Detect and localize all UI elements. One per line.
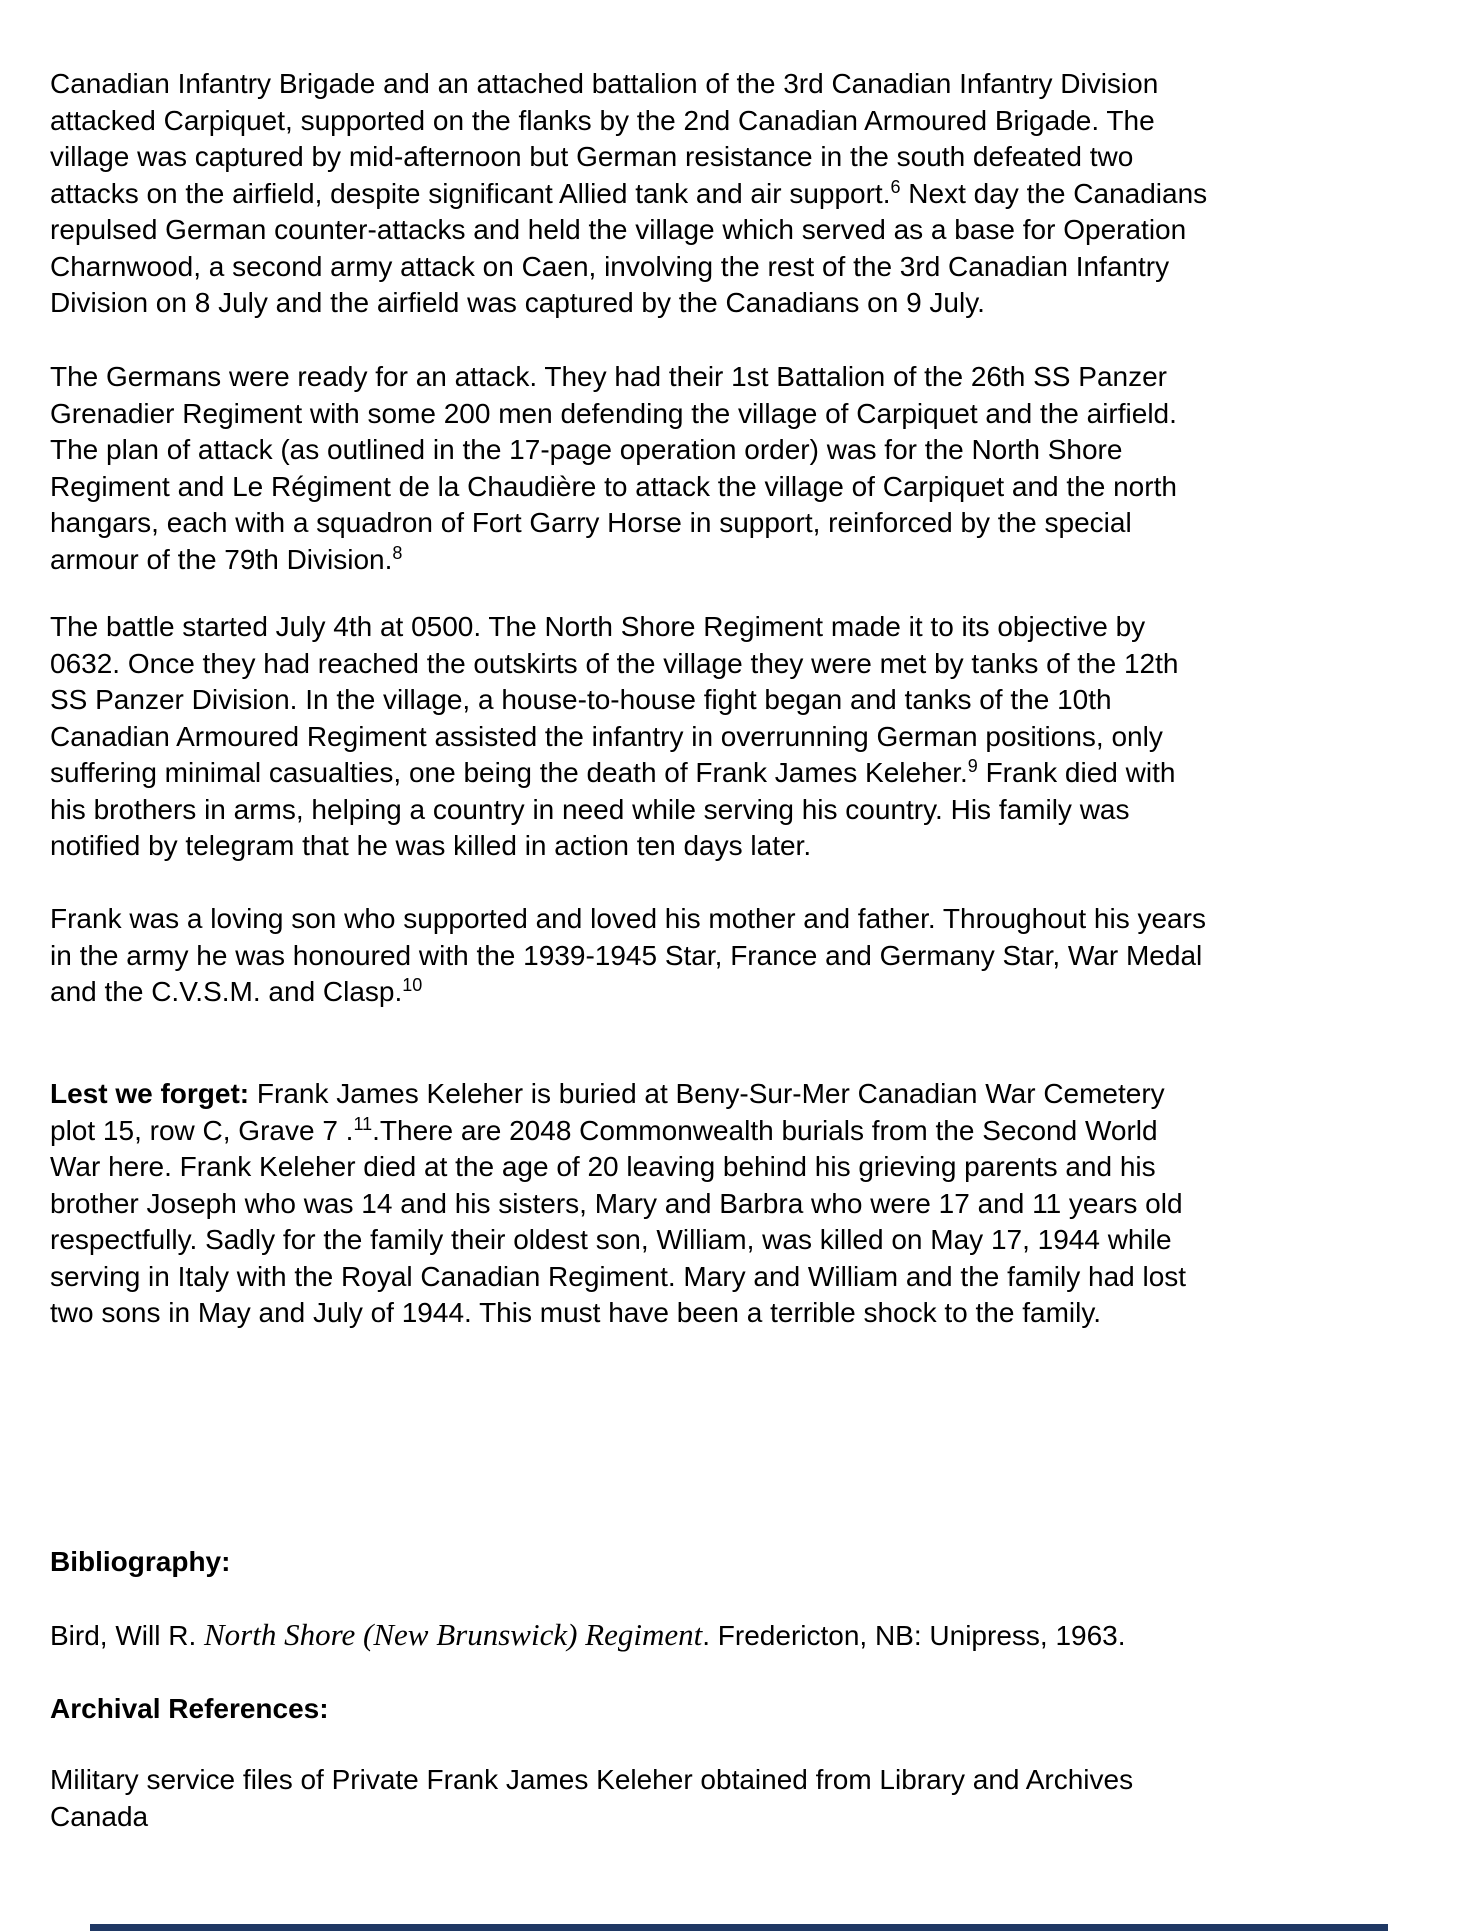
paragraph-german-defence bbox=[50, 359, 1177, 578]
text-line: Charnwood, a second army attack on Caen, involving the rest of the 3rd Canadian Infantry bbox=[50, 250, 1170, 282]
text-line: village was captured by mid-afternoon but German resistance in the south defeated two bbox=[50, 141, 1134, 172]
paragraph-carpiquet-attack bbox=[50, 66, 1207, 322]
text-line: hangars, each with a squadron of Fort Garry Horse in support, reinforced by the special bbox=[50, 507, 1132, 538]
text-line: Canadian Infantry Brigade and an attached battalion of the 3rd Canadian Infantry Division bbox=[50, 68, 1159, 99]
text-line: Division on 8 July and the airfield was captured by the Canadians on 9 July. bbox=[50, 287, 985, 318]
text-line: respectfully. Sadly for the family their oldest son, William, was killed on May 17, 1944 while bbox=[50, 1224, 1172, 1255]
text-line: Frank was a loving son who supported and loved his mother and father. Throughout his years bbox=[50, 903, 1206, 934]
text-line: Canada bbox=[50, 1800, 149, 1832]
clipped-bottom-bar bbox=[90, 1924, 1388, 1931]
text-line: 0632. Once they had reached the outskirts of the village they were met by tanks of the 12th bbox=[50, 647, 1179, 679]
text-line: The battle started July 4th at 0500. The North Shore Regiment made it to its objective by bbox=[50, 611, 1146, 642]
text-line: suffering minimal casualties, one being the death of Frank James Keleher.$^9$ Frank died with bbox=[50, 756, 1176, 788]
heading-archival-references bbox=[50, 1691, 329, 1728]
text-line: in the army he was honoured with the 1939-1945 Star, France and Germany Star, War Medal bbox=[50, 939, 1203, 971]
text-line: armour of the 79th Division.$^8$ bbox=[50, 542, 403, 575]
text-line: brother Joseph who was 14 and his sisters, Mary and Barbra who were 17 and 11 years old bbox=[50, 1187, 1183, 1219]
text-line: and the C.V.S.M. and Clasp.$^{10}$ bbox=[50, 975, 423, 1007]
text-line: two sons in May and July of 1944. This must have been a terrible shock to the family. bbox=[50, 1297, 1102, 1328]
text-line: Bird, Will R. North Shore (New Brunswick) Regiment. Fredericton, NB: Unipress, 1963. bbox=[50, 1617, 1126, 1652]
text-line: Grenadier Regiment with some 200 men defending the village of Carpiquet and the airfield. bbox=[50, 397, 1177, 429]
text-line: Bibliography: bbox=[50, 1546, 231, 1577]
text-line: The plan of attack (as outlined in the 17-page operation order) was for the North Shore bbox=[50, 434, 1123, 465]
text-line: Canadian Armoured Regiment assisted the infantry in overrunning German positions, only bbox=[50, 720, 1163, 752]
heading-bibliography bbox=[50, 1544, 230, 1581]
text-line: The Germans were ready for an attack. They had their 1st Battalion of the 26th SS Panzer bbox=[50, 361, 1167, 392]
text-line: Archival References: bbox=[50, 1693, 329, 1724]
text-line: notified by telegram that he was killed in action ten days later. bbox=[50, 830, 812, 861]
text-line: Lest we forget: Frank James Keleher is buried at Beny-Sur-Mer Canadian War Cemetery bbox=[50, 1078, 1165, 1109]
text-line: Military service files of Private Frank James Keleher obtained from Library and Archives bbox=[50, 1764, 1134, 1795]
paragraph-lest-we-forget bbox=[50, 1076, 1186, 1332]
text-line: War here. Frank Keleher died at the age of 20 leaving behind his grieving parents and his bbox=[50, 1151, 1156, 1182]
text-line: serving in Italy with the Royal Canadian Regiment. Mary and William and the family had lost bbox=[50, 1260, 1187, 1292]
paragraph-battle-start bbox=[50, 609, 1178, 865]
text-line: repulsed German counter-attacks and held the village which served as a base for Operation bbox=[50, 214, 1187, 245]
archival-entry bbox=[50, 1762, 1133, 1835]
bibliography-entry bbox=[50, 1617, 1126, 1654]
text-line: plot 15, row C, Grave 7 .$^{11}$.There are 2048 Commonwealth burials from the Second World bbox=[50, 1113, 1158, 1146]
text-line: his brothers in arms, helping a country in need while serving his country. His family was bbox=[50, 793, 1130, 825]
text-line: SS Panzer Division. In the village, a house-to-house fight began and tanks of the 10th bbox=[50, 684, 1112, 715]
paragraph-honours bbox=[50, 901, 1206, 1011]
text-line: Regiment and Le Régiment de la Chaudière to attack the village of Carpiquet and the north bbox=[50, 470, 1177, 502]
text-line: attacked Carpiquet, supported on the flanks by the 2nd Canadian Armoured Brigade. The bbox=[50, 104, 1155, 136]
text-line: attacks on the airfield, despite significant Allied tank and air support.$^6$ Next day the Canadians bbox=[50, 176, 1208, 209]
